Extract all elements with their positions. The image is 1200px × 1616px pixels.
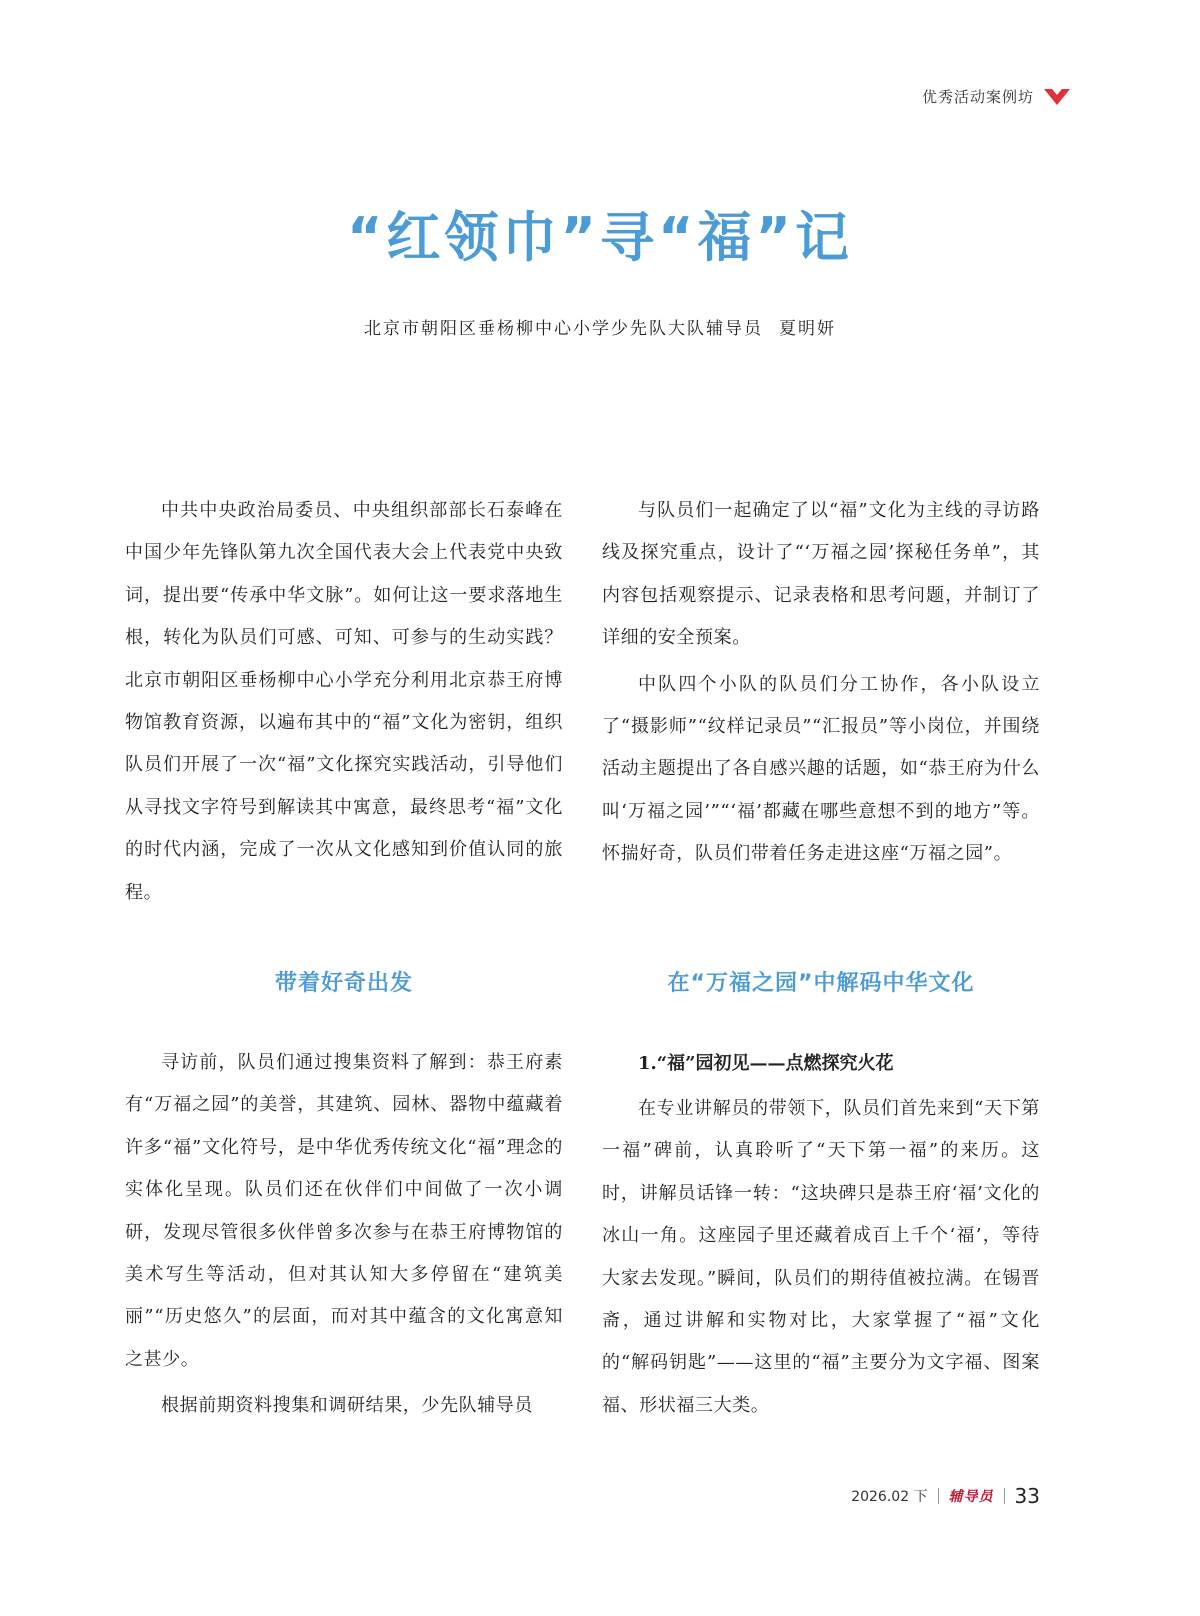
byline bbox=[0, 314, 1200, 339]
byline-affiliation: 北京市朝阳区垂杨柳中心小学少先队大队辅导员 bbox=[364, 319, 763, 339]
footer-divider bbox=[1004, 1488, 1005, 1504]
left-column-intro bbox=[125, 490, 563, 914]
right-section-paragraph-1: 在专业讲解员的带领下，队员们首先来到“天下第一福”碑前，认真聆听了“天下第一福”的来历。这时，讲解员话锋一转：“这块碑只是恭王府‘福’文化的冰山一角。这座园子里还藏着成百上千个‘福’，等待大家去发现。”瞬间，队员们的期待值被拉满。在锡晋斋，通过讲解和实物对比，大家掌握了“福”文化的“解码钥匙”——这里的“福”主要分为文字福、图案福、形状福三大类。 bbox=[602, 1098, 1040, 1416]
right-column-top bbox=[602, 490, 1040, 876]
right-column-section bbox=[602, 1046, 1040, 1427]
left-column-section bbox=[125, 1042, 563, 1428]
right-paragraph-1: 与队员们一起确定了以“福”文化为主线的寻访路线及探究重点，设计了“‘万福之园’探秘任务单”，其内容包括观察提示、记录表格和思考问题，并制订了详细的安全预案。 bbox=[602, 500, 1040, 649]
magazine-logo: 辅导员 bbox=[948, 1489, 994, 1505]
subsection-heading: 1.“福”园初见——点燃探究火花 bbox=[638, 1053, 894, 1074]
red-triangle-icon bbox=[1044, 89, 1070, 105]
page-footer bbox=[851, 1484, 1040, 1508]
byline-author: 夏明妍 bbox=[779, 319, 836, 339]
footer-divider bbox=[938, 1488, 939, 1504]
intro-paragraph: 中共中央政治局委员、中央组织部部长石泰峰在中国少年先锋队第九次全国代表大会上代表党中央致词，提出要“传承中华文脉”。如何让这一要求落地生根，转化为队员们可感、可知、可参与的生动实践？北京市朝阳区垂杨柳中心小学充分利用北京恭王府博物馆教育资源，以遍布其中的“福”文化为密钥，组织队员们开展了一次“福”文化探究实践活动，引导他们从寻找文字符号到解读其中寓意，最终思考“福”文化的时代内涵，完成了一次从文化感知到价值认同的旅程。 bbox=[125, 500, 563, 903]
section-heading-right: 在“万福之园”中解码中华文化 bbox=[667, 971, 975, 996]
section-label: 优秀活动案例坊 bbox=[921, 88, 1034, 106]
article-title: “红领巾”寻“福”记 bbox=[347, 206, 853, 269]
right-paragraph-2: 中队四个小队的队员们分工协作，各小队设立了“摄影师”“纹样记录员”“汇报员”等小岗位，并围绕活动主题提出了各自感兴趣的话题，如“恭王府为什么叫‘万福之园’”“‘福’都藏在哪些意想不到的地方”等。怀揣好奇，队员们带着任务走进这座“万福之园”。 bbox=[602, 673, 1040, 865]
left-section-paragraph-1: 寻访前，队员们通过搜集资料了解到：恭王府素有“万福之园”的美誉，其建筑、园林、器物中蕴藏着许多“福”文化符号，是中华优秀传统文化“福”理念的实体化呈现。队员们还在伙伴们中间做了一次小调研，发现尽管很多伙伴曾多次参与在恭王府博物馆的美术写生等活动，但对其认知大多停留在“建筑美丽”“历史悠久”的层面，而对其中蕴含的文化寓意知之甚少。 bbox=[125, 1052, 563, 1370]
page-number: 33 bbox=[1014, 1484, 1040, 1508]
section-tag bbox=[922, 86, 1070, 107]
section-heading-left: 带着好奇出发 bbox=[274, 971, 413, 996]
left-section-paragraph-2: 根据前期资料搜集和调研结果，少先队辅导员 bbox=[161, 1395, 533, 1417]
issue-date: 2026.02 下 bbox=[851, 1489, 928, 1505]
